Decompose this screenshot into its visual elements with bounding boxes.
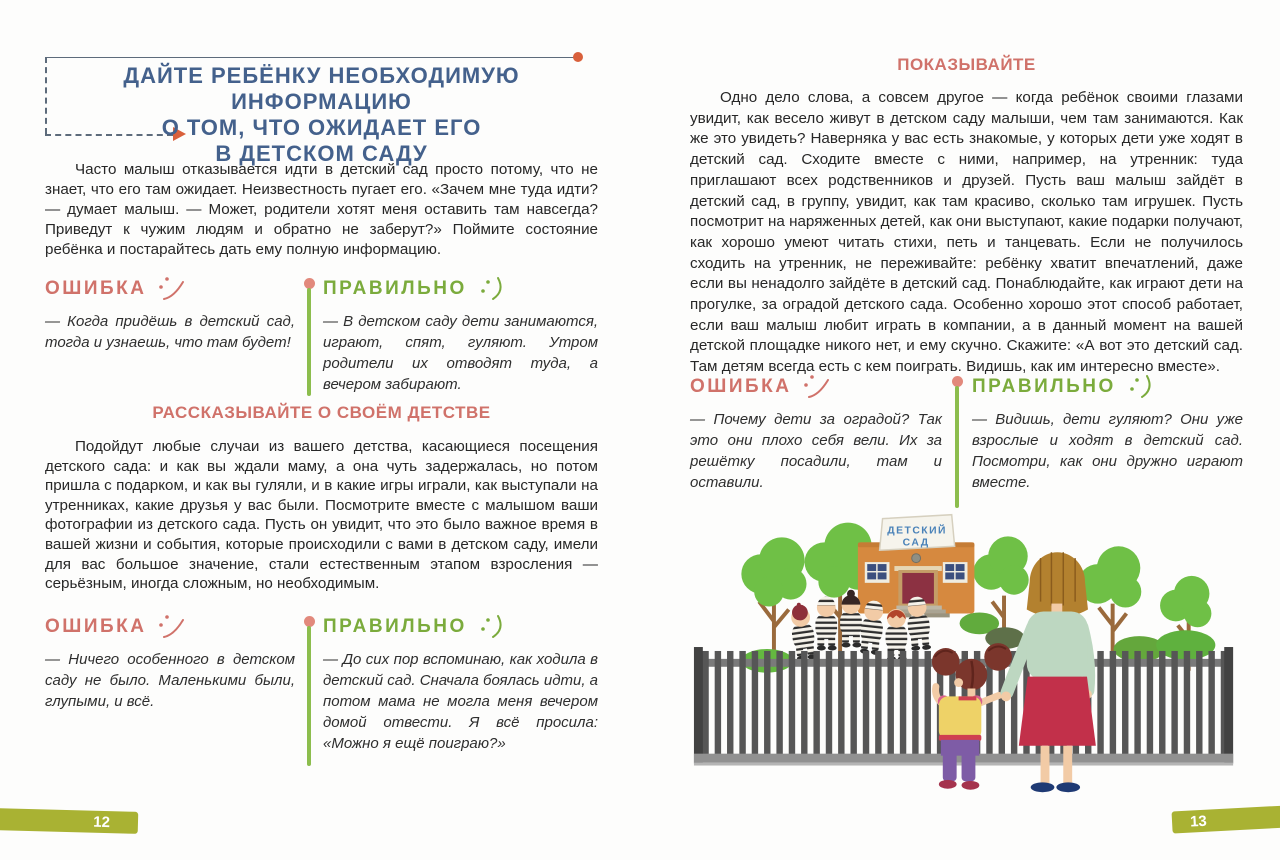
happy-smiley-icon xyxy=(1126,374,1156,400)
mistake-label: ОШИБКА xyxy=(690,376,792,397)
sad-smiley-icon xyxy=(157,276,187,302)
mistake-label: ОШИБКА xyxy=(45,278,147,299)
correct-quote: — До сих пор вспоминаю, как ходила в детский сад. Сначала боялась идти, а потом мама не могла меня вечером домой отвести. Я всё просила: «Можно я ещё поиграю?» xyxy=(323,651,598,752)
divider-pin xyxy=(295,276,323,396)
chapter-title xyxy=(45,50,598,167)
page-number: 12 xyxy=(93,813,111,831)
happy-smiley-icon xyxy=(477,614,507,640)
window xyxy=(943,562,968,583)
correct-label-row xyxy=(323,614,598,640)
page-number-band xyxy=(0,808,138,834)
section-heading: РАССКАЗЫВАЙТЕ О СВОЁМ ДЕТСТВЕ xyxy=(152,403,491,422)
divider-pin xyxy=(295,614,323,766)
pin-line xyxy=(955,386,959,508)
correct-label: ПРАВИЛЬНО xyxy=(323,616,467,637)
intro-paragraph: Часто малыш отказывается идти в детский сад просто потому, что не знает, что его там ожидает. Неизвестность пугает его. «Зачем мне туда идти? — думает малыш. — Может, родители хотят меня оставить там навсегда? Приведут к чужим людям и обратно не заберут?» Поймите состояние ребёнка и постарайтесь дать ему полную информацию. xyxy=(45,161,598,258)
sad-smiley-icon xyxy=(802,374,832,400)
correct-column xyxy=(972,374,1243,508)
chapter-title-line-3: В ДЕТСКОМ САДУ xyxy=(215,141,428,166)
section-paragraph: Подойдут любые случаи из вашего детства, касающиеся посещения детского сада: и как вы ждали маму, а она чуть задержалась, но потом пришла с подарком, и как вы гуляли, и в какие игры играли, как выступали на утренниках, какие друзья у вас были. Посмотрите вместе с малышом ваши фотографии из детского сада. Пусть он увидит, что это было важное время в вашей жизни и события, которые происходили с вами в детском саду, имели для вас большое значение, стали естественным этапом взросления — серьёзным, иногда сложным, но необходимым. xyxy=(45,438,598,593)
mistake-correct-block-1 xyxy=(45,276,598,396)
mistake-label-row xyxy=(45,614,295,640)
mistake-quote: — Ничего особенного в детском саду не было. Маленькими были, глупыми, и всё. xyxy=(45,651,295,710)
mistake-column xyxy=(45,614,295,766)
mistake-correct-block-2 xyxy=(45,614,598,766)
mistake-label-row xyxy=(45,276,295,302)
section-heading: ПОКАЗЫВАЙТЕ xyxy=(897,55,1036,74)
correct-column xyxy=(323,276,598,396)
correct-label-row xyxy=(972,374,1243,400)
tree-canopy xyxy=(741,523,1211,628)
right-page xyxy=(690,0,1243,860)
mistake-label-row xyxy=(690,374,942,400)
correct-quote: — В детском саду дети занимаются, играют, спят, гуляют. Утром родители их отводят туда, а вечером забирают. xyxy=(323,313,598,393)
sign-text-line2: САД xyxy=(902,537,930,549)
divider-pin xyxy=(942,374,972,508)
happy-smiley-icon xyxy=(477,276,507,302)
correct-quote: — Видишь, дети гуляют? Они уже взрослые и ходят в детский сад. Посмотри, как они дружно играют вместе. xyxy=(972,411,1243,491)
mistake-quote: — Когда придёшь в детский сад, тогда и узнаешь, что там будет! xyxy=(45,313,295,351)
pin-line xyxy=(307,288,311,396)
body-paragraph: Одно дело слова, а совсем другое — когда ребёнок своими глазами увидит, как весело живут в детском саду малыши, чем там занимаются. Как же это увидеть? Наверняка у вас есть знакомые, у которых дети уже ходят в детский сад. Сходите вместе с ними, например, на утренник: туда приглашают всех родственников и друзей. Пусть ваш малыш зайдёт в детский сад, в группу, увидит, как там красиво, сколько там игрушек. Пусть посмотрит на наряженных детей, как они выступают, какие подарки получают, как хорошо умеют читать стихи, петь и танцевать. Если не получилось сходить на утренник, не переживайте: ребёнку хватит впечатлений, даже если вы ненадолго зайдёте в детский сад. Понаблюдайте, как играют дети на прогулке, за оградой детского сада. Особенно хорошо этот способ работает, если ваш малыш любит играть в компании, а в данный момент на вашей детской площадке никого нет, и ему скучно. Скажите: «А вот это детский сад. Там детям всегда есть с кем поиграть. Видишь, как им интересно вместе». xyxy=(690,89,1243,376)
sign-text-line1: ДЕТСКИЙ xyxy=(887,525,947,537)
mistake-column xyxy=(45,276,295,396)
sad-smiley-icon xyxy=(157,614,187,640)
chapter-title-line-1: ДАЙТЕ РЕБЁНКУ НЕОБХОДИМУЮ ИНФОРМАЦИЮ xyxy=(123,63,520,114)
mistake-quote: — Почему дети за оградой? Так это они плохо себя вели. Их за решётку посадили, там и оставили. xyxy=(690,411,942,491)
correct-label: ПРАВИЛЬНО xyxy=(323,278,467,299)
pin-line xyxy=(307,626,311,766)
mistake-column xyxy=(690,374,942,508)
correct-column xyxy=(323,614,598,766)
chapter-title-line-2: О ТОМ, ЧТО ОЖИДАЕТ ЕГО xyxy=(161,115,482,140)
kindergarten-illustration xyxy=(690,500,1243,798)
vent-icon xyxy=(912,554,921,563)
page-number: 13 xyxy=(1189,812,1208,831)
mistake-label: ОШИБКА xyxy=(45,616,147,637)
left-page xyxy=(45,0,598,860)
correct-label-row xyxy=(323,276,598,302)
correct-label: ПРАВИЛЬНО xyxy=(972,376,1116,397)
mistake-correct-block-3 xyxy=(690,374,1243,508)
chapter-title-block xyxy=(45,50,598,166)
window xyxy=(865,562,890,583)
